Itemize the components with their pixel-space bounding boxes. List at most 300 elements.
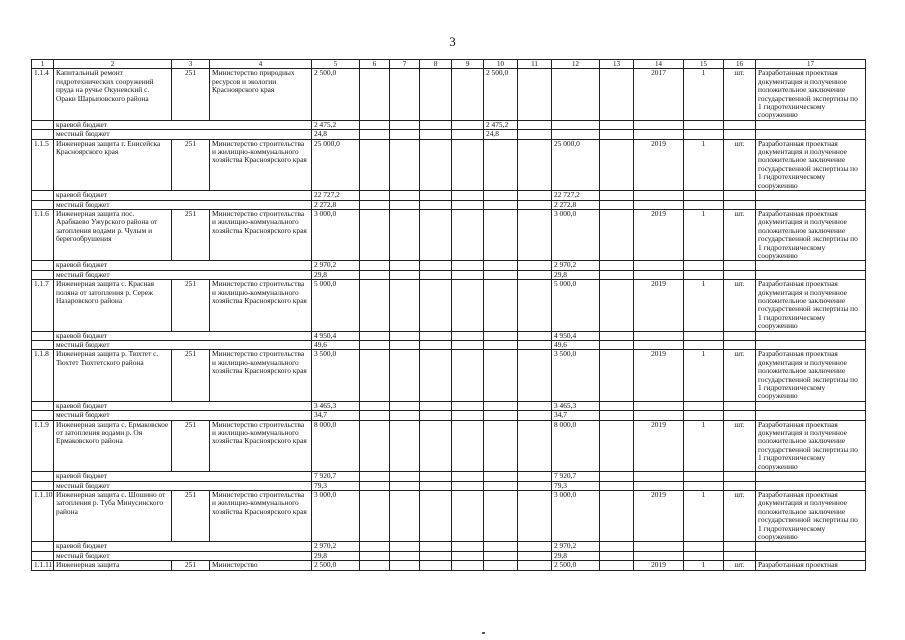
table-row-budget: [32, 542, 866, 551]
table-body: [32, 60, 866, 571]
empty-cell: [634, 472, 684, 481]
budget-label: краевой бюджет: [54, 401, 312, 410]
expected-result: Разработанная проектная документация и полученное положительное заключение государственной экспертизы по 1 гидротехническому сооружению: [756, 209, 866, 260]
empty-cell: [452, 200, 484, 209]
amount-2019: 2 272,8: [552, 200, 600, 209]
empty-cell: [724, 542, 756, 551]
responsible-ministry: Министерство строительства и жилищно-коммунального хозяйства Красноярского края: [210, 350, 312, 401]
empty-cell: [360, 551, 390, 560]
empty-cell: [600, 490, 634, 541]
quantity: 1: [684, 420, 724, 471]
amount-total: 2 970,2: [312, 542, 360, 551]
empty-cell: [600, 551, 634, 560]
budget-label: краевой бюджет: [54, 191, 312, 200]
amount-total: 2 500,0: [312, 69, 360, 120]
budget-label: местный бюджет: [54, 200, 312, 209]
empty-cell: [390, 139, 420, 190]
budget-code: 251: [172, 490, 210, 541]
budget-label: краевой бюджет: [54, 261, 312, 270]
empty-cell: [600, 350, 634, 401]
item-number: 1.1.7: [32, 280, 54, 331]
empty-cell: [600, 481, 634, 490]
quantity: 1: [684, 280, 724, 331]
empty-cell: [518, 490, 552, 541]
empty-cell: [634, 341, 684, 350]
unit: шт.: [724, 280, 756, 331]
col-header: 14: [634, 60, 684, 69]
quantity: 1: [684, 69, 724, 120]
empty-cell: [756, 551, 866, 560]
amount-total: 7 920,7: [312, 472, 360, 481]
empty-cell: [518, 120, 552, 129]
empty-cell: [518, 561, 552, 570]
table-row-item: [32, 139, 866, 190]
item-name: Инженерная защита пос. Арабкаево Ужурского района от затопления водами р. Чулым и берегообрушения: [54, 209, 172, 260]
amount-2019: 34,7: [552, 411, 600, 420]
table-row-budget: [32, 401, 866, 410]
empty-cell: [518, 551, 552, 560]
empty-cell: [452, 341, 484, 350]
empty-cell: [634, 542, 684, 551]
empty-cell: [756, 542, 866, 551]
expected-result: Разработанная проектная документация и полученное положительное заключение государственной экспертизы по 1 гидротехническому сооружению: [756, 139, 866, 190]
empty-cell: [390, 490, 420, 541]
empty-cell: [600, 472, 634, 481]
empty-cell: [32, 481, 54, 490]
empty-cell: [684, 130, 724, 139]
page-number: 3: [449, 34, 456, 49]
table-row-item: [32, 69, 866, 120]
table-row-item: [32, 350, 866, 401]
budget-code: 251: [172, 350, 210, 401]
empty-cell: [684, 270, 724, 279]
amount-2017: [484, 280, 518, 331]
empty-cell: [756, 261, 866, 270]
item-name: Капитальный ремонт гидротехнических сооружений пруда на ручье Окуневский с. Ораки Шарыповского района: [54, 69, 172, 120]
item-number: 1.1.11: [32, 561, 54, 570]
empty-cell: [360, 472, 390, 481]
empty-cell: [452, 69, 484, 120]
empty-cell: [518, 341, 552, 350]
table-row-budget: [32, 261, 866, 270]
empty-cell: [756, 191, 866, 200]
table-row-budget: [32, 551, 866, 560]
col-header: 11: [518, 60, 552, 69]
empty-cell: [518, 191, 552, 200]
empty-cell: [32, 261, 54, 270]
budget-label: местный бюджет: [54, 481, 312, 490]
table-row-item: [32, 490, 866, 541]
empty-cell: [420, 120, 452, 129]
empty-cell: [452, 401, 484, 410]
empty-cell: [724, 200, 756, 209]
empty-cell: [452, 120, 484, 129]
empty-cell: [420, 411, 452, 420]
year: 2019: [634, 420, 684, 471]
empty-cell: [724, 341, 756, 350]
empty-cell: [390, 261, 420, 270]
empty-cell: [756, 200, 866, 209]
empty-cell: [756, 481, 866, 490]
responsible-ministry: Министерство строительства и жилищно-коммунального хозяйства Красноярского края: [210, 209, 312, 260]
empty-cell: [600, 420, 634, 471]
table-row-budget: [32, 130, 866, 139]
empty-cell: [420, 209, 452, 260]
empty-cell: [420, 200, 452, 209]
empty-cell: [684, 261, 724, 270]
empty-cell: [452, 472, 484, 481]
table-row-item: [32, 561, 866, 570]
empty-cell: [600, 270, 634, 279]
empty-cell: [32, 411, 54, 420]
empty-cell: [600, 261, 634, 270]
empty-cell: [360, 420, 390, 471]
col-header: 3: [172, 60, 210, 69]
quantity: 1: [684, 490, 724, 541]
empty-cell: [452, 280, 484, 331]
table-row-budget: [32, 120, 866, 129]
empty-cell: [420, 420, 452, 471]
quantity: 1: [684, 561, 724, 570]
empty-cell: [518, 411, 552, 420]
empty-cell: [756, 401, 866, 410]
budget-code: 251: [172, 561, 210, 570]
empty-cell: [390, 331, 420, 340]
amount-2019: 29,8: [552, 551, 600, 560]
empty-cell: [518, 542, 552, 551]
year: 2019: [634, 490, 684, 541]
empty-cell: [518, 130, 552, 139]
expected-result: Разработанная проектная документация и полученное положительное заключение государственной экспертизы по 1 гидротехническому сооружению: [756, 69, 866, 120]
empty-cell: [420, 401, 452, 410]
unit: шт.: [724, 420, 756, 471]
amount-2017: 2 475,2: [484, 120, 518, 129]
responsible-ministry: Министерство: [210, 561, 312, 570]
empty-cell: [360, 120, 390, 129]
budget-code: 251: [172, 280, 210, 331]
empty-cell: [420, 280, 452, 331]
col-header: 10: [484, 60, 518, 69]
empty-cell: [360, 261, 390, 270]
empty-cell: [518, 420, 552, 471]
table-row-item: [32, 420, 866, 471]
budget-label: местный бюджет: [54, 341, 312, 350]
empty-cell: [420, 542, 452, 551]
empty-cell: [756, 331, 866, 340]
empty-cell: [452, 331, 484, 340]
item-number: 1.1.5: [32, 139, 54, 190]
table-row-item: [32, 209, 866, 260]
item-name: Инженерная защита с. Красная поляна от затопления р. Сереж Назаровского района: [54, 280, 172, 331]
empty-cell: [452, 411, 484, 420]
empty-cell: [518, 69, 552, 120]
empty-cell: [32, 120, 54, 129]
empty-cell: [360, 130, 390, 139]
amount-total: 2 475,2: [312, 120, 360, 129]
amount-2017: [484, 209, 518, 260]
table-row-item: [32, 280, 866, 331]
amount-2017: 2 500,0: [484, 69, 518, 120]
amount-total: 79,3: [312, 481, 360, 490]
expected-result: Разработанная проектная документация и полученное положительное заключение государственной экспертизы по 1 гидротехническому сооружению: [756, 490, 866, 541]
amount-2017: [484, 341, 518, 350]
amount-2019: 4 950,4: [552, 331, 600, 340]
empty-cell: [420, 270, 452, 279]
amount-2019: 2 500,0: [552, 561, 600, 570]
empty-cell: [360, 411, 390, 420]
empty-cell: [684, 191, 724, 200]
empty-cell: [634, 331, 684, 340]
year: 2019: [634, 209, 684, 260]
amount-total: 3 000,0: [312, 490, 360, 541]
empty-cell: [420, 130, 452, 139]
empty-cell: [684, 542, 724, 551]
unit: шт.: [724, 490, 756, 541]
amount-total: 49,6: [312, 341, 360, 350]
col-header: 12: [552, 60, 600, 69]
empty-cell: [600, 411, 634, 420]
scan-mark: [482, 632, 485, 634]
amount-2017: [484, 542, 518, 551]
empty-cell: [724, 401, 756, 410]
empty-cell: [390, 561, 420, 570]
empty-cell: [32, 200, 54, 209]
empty-cell: [32, 191, 54, 200]
empty-cell: [452, 209, 484, 260]
unit: шт.: [724, 561, 756, 570]
item-number: 1.1.9: [32, 420, 54, 471]
col-header: 4: [210, 60, 312, 69]
col-header: 8: [420, 60, 452, 69]
year: 2019: [634, 561, 684, 570]
empty-cell: [634, 261, 684, 270]
amount-2019: 7 920,7: [552, 472, 600, 481]
empty-cell: [518, 401, 552, 410]
empty-cell: [390, 472, 420, 481]
unit: шт.: [724, 69, 756, 120]
amount-2019: 2 970,2: [552, 261, 600, 270]
empty-cell: [390, 209, 420, 260]
col-header: 16: [724, 60, 756, 69]
empty-cell: [756, 120, 866, 129]
empty-cell: [518, 261, 552, 270]
empty-cell: [420, 561, 452, 570]
budget-code: 251: [172, 69, 210, 120]
empty-cell: [452, 420, 484, 471]
table-row-budget: [32, 191, 866, 200]
amount-2017: [484, 420, 518, 471]
empty-cell: [32, 130, 54, 139]
empty-cell: [518, 350, 552, 401]
column-number-row: [32, 60, 866, 69]
table-row-budget: [32, 472, 866, 481]
empty-cell: [600, 130, 634, 139]
empty-cell: [756, 130, 866, 139]
empty-cell: [600, 139, 634, 190]
amount-2017: [484, 472, 518, 481]
empty-cell: [360, 490, 390, 541]
amount-2017: [484, 139, 518, 190]
year: 2019: [634, 350, 684, 401]
amount-2017: [484, 261, 518, 270]
empty-cell: [390, 69, 420, 120]
empty-cell: [634, 401, 684, 410]
quantity: 1: [684, 209, 724, 260]
empty-cell: [452, 481, 484, 490]
empty-cell: [420, 331, 452, 340]
col-header: 5: [312, 60, 360, 69]
amount-total: 22 727,2: [312, 191, 360, 200]
empty-cell: [684, 331, 724, 340]
empty-cell: [756, 341, 866, 350]
empty-cell: [360, 209, 390, 260]
col-header: 6: [360, 60, 390, 69]
empty-cell: [724, 331, 756, 340]
budget-label: местный бюджет: [54, 411, 312, 420]
responsible-ministry: Министерство строительства и жилищно-коммунального хозяйства Красноярского края: [210, 420, 312, 471]
item-number: 1.1.4: [32, 69, 54, 120]
empty-cell: [32, 472, 54, 481]
empty-cell: [32, 542, 54, 551]
empty-cell: [756, 411, 866, 420]
col-header: 17: [756, 60, 866, 69]
amount-total: 4 950,4: [312, 331, 360, 340]
budget-label: местный бюджет: [54, 270, 312, 279]
amount-2019: 3 000,0: [552, 490, 600, 541]
empty-cell: [360, 191, 390, 200]
year: 2017: [634, 69, 684, 120]
empty-cell: [634, 551, 684, 560]
amount-total: 29,8: [312, 270, 360, 279]
table-row-budget: [32, 200, 866, 209]
table-row-budget: [32, 331, 866, 340]
amount-2017: [484, 490, 518, 541]
expected-result: Разработанная проектная документация и полученное положительное заключение государственной экспертизы по 1 гидротехническому сооружению: [756, 350, 866, 401]
empty-cell: [420, 350, 452, 401]
amount-2019: 3 500,0: [552, 350, 600, 401]
amount-2019: 8 000,0: [552, 420, 600, 471]
amount-total: 3 500,0: [312, 350, 360, 401]
empty-cell: [360, 280, 390, 331]
empty-cell: [452, 130, 484, 139]
empty-cell: [684, 341, 724, 350]
amount-2017: [484, 551, 518, 560]
empty-cell: [390, 350, 420, 401]
expected-result: Разработанная проектная документация и полученное положительное заключение государственной экспертизы по 1 гидротехническому сооружению: [756, 420, 866, 471]
empty-cell: [390, 420, 420, 471]
unit: шт.: [724, 139, 756, 190]
empty-cell: [420, 191, 452, 200]
empty-cell: [420, 551, 452, 560]
expected-result: Разработанная проектная: [756, 561, 866, 570]
empty-cell: [452, 261, 484, 270]
empty-cell: [634, 191, 684, 200]
empty-cell: [518, 200, 552, 209]
empty-cell: [390, 200, 420, 209]
empty-cell: [360, 542, 390, 551]
amount-total: 3 465,3: [312, 401, 360, 410]
amount-total: 2 970,2: [312, 261, 360, 270]
amount-2019: 3 000,0: [552, 209, 600, 260]
empty-cell: [390, 411, 420, 420]
empty-cell: [600, 401, 634, 410]
empty-cell: [360, 341, 390, 350]
empty-cell: [420, 481, 452, 490]
col-header: 1: [32, 60, 54, 69]
empty-cell: [32, 270, 54, 279]
amount-2017: [484, 331, 518, 340]
empty-cell: [600, 341, 634, 350]
empty-cell: [32, 401, 54, 410]
item-name: Инженерная защита с. Шошино от затопления р. Туба Минусинского района: [54, 490, 172, 541]
empty-cell: [452, 542, 484, 551]
empty-cell: [724, 130, 756, 139]
empty-cell: [390, 270, 420, 279]
empty-cell: [420, 490, 452, 541]
empty-cell: [724, 261, 756, 270]
empty-cell: [600, 191, 634, 200]
empty-cell: [600, 542, 634, 551]
table-row-budget: [32, 411, 866, 420]
item-number: 1.1.10: [32, 490, 54, 541]
empty-cell: [452, 551, 484, 560]
empty-cell: [600, 280, 634, 331]
responsible-ministry: Министерство строительства и жилищно-коммунального хозяйства Красноярского края: [210, 490, 312, 541]
empty-cell: [420, 261, 452, 270]
empty-cell: [360, 200, 390, 209]
item-name: Инженерная защита р. Тюхтет с. Тюхтет Тюхтетского района: [54, 350, 172, 401]
table-row-budget: [32, 481, 866, 490]
empty-cell: [518, 139, 552, 190]
empty-cell: [634, 411, 684, 420]
budget-code: 251: [172, 420, 210, 471]
empty-cell: [518, 331, 552, 340]
empty-cell: [32, 331, 54, 340]
amount-2017: [484, 561, 518, 570]
amount-total: 3 000,0: [312, 209, 360, 260]
empty-cell: [634, 200, 684, 209]
empty-cell: [634, 120, 684, 129]
empty-cell: [600, 120, 634, 129]
empty-cell: [600, 209, 634, 260]
amount-2017: [484, 481, 518, 490]
empty-cell: [390, 481, 420, 490]
empty-cell: [684, 472, 724, 481]
unit: шт.: [724, 209, 756, 260]
amount-total: 25 000,0: [312, 139, 360, 190]
amount-2017: [484, 191, 518, 200]
empty-cell: [32, 551, 54, 560]
empty-cell: [634, 130, 684, 139]
empty-cell: [600, 69, 634, 120]
amount-2017: 24,8: [484, 130, 518, 139]
budget-code: 251: [172, 209, 210, 260]
col-header: 13: [600, 60, 634, 69]
year: 2019: [634, 139, 684, 190]
empty-cell: [756, 270, 866, 279]
empty-cell: [684, 411, 724, 420]
empty-cell: [684, 120, 724, 129]
amount-2019: 29,8: [552, 270, 600, 279]
amount-2019: 2 970,2: [552, 542, 600, 551]
amount-total: 2 272,8: [312, 200, 360, 209]
empty-cell: [724, 481, 756, 490]
empty-cell: [724, 472, 756, 481]
empty-cell: [420, 472, 452, 481]
empty-cell: [420, 69, 452, 120]
empty-cell: [600, 331, 634, 340]
amount-2019: 25 000,0: [552, 139, 600, 190]
